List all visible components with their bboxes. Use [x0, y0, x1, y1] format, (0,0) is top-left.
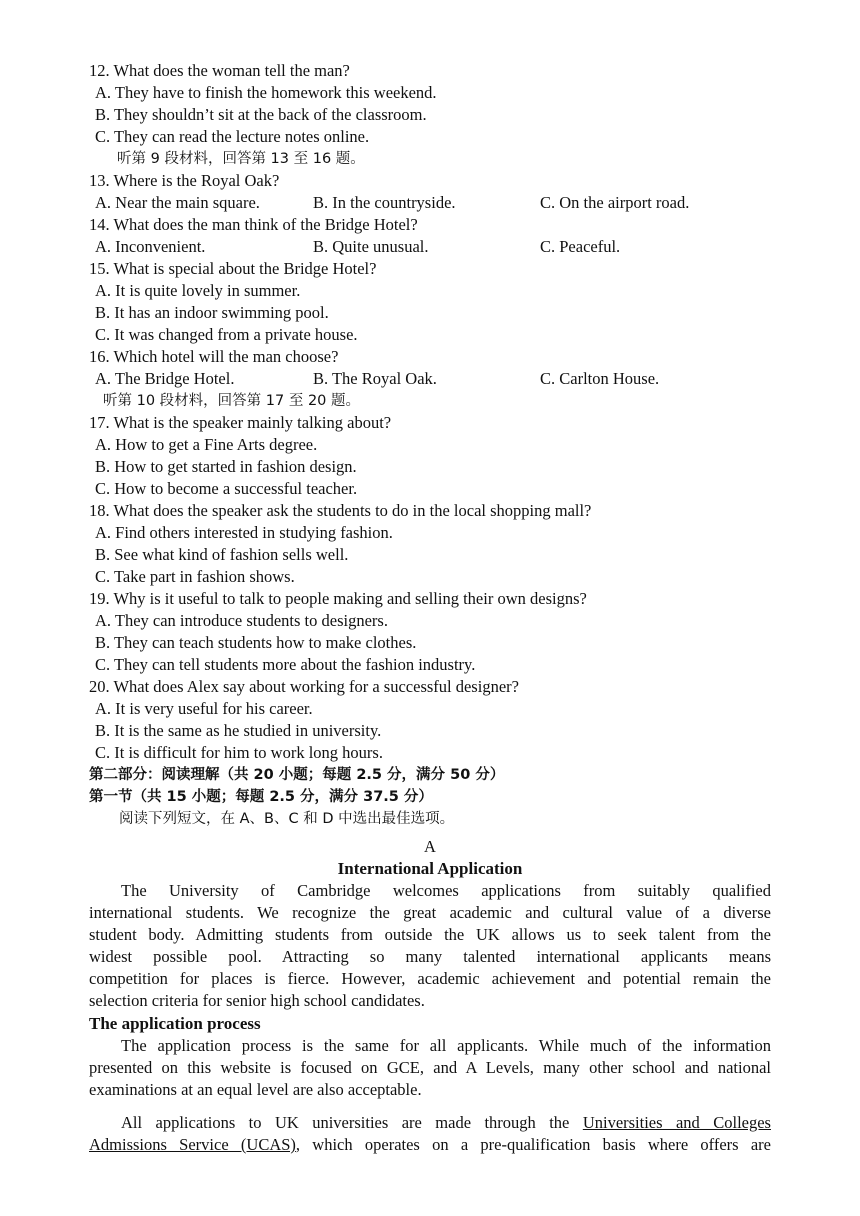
section-1-heading: 第一节（共 15 小题；每题 2.5 分，满分 37.5 分） [89, 789, 433, 805]
part-2-heading: 第二部分：阅读理解（共 20 小题；每题 2.5 分，满分 50 分） [89, 767, 505, 783]
question-17: 17. What is the speaker mainly talking about? [89, 413, 392, 432]
paragraph-1-line-5: competition for places is fierce. However, academic achievement and potential remain the [89, 969, 771, 988]
instruction-segment-9: 听第 9 段材料，回答第 13 至 16 题。 [117, 151, 365, 167]
q17-option-a: A. How to get a Fine Arts degree. [95, 435, 318, 454]
q15-option-b: B. It has an indoor swimming pool. [95, 303, 329, 322]
paragraph-2-line-3: examinations at an equal level are also acceptable. [89, 1080, 422, 1099]
question-16: 16. Which hotel will the man choose? [89, 347, 339, 366]
paragraph-2-line-1: The application process is the same for all applicants. While much of the information [121, 1036, 771, 1055]
q18-option-c: C. Take part in fashion shows. [95, 567, 295, 586]
q13-option-b: B. In the countryside. [313, 193, 456, 212]
q19-option-a: A. They can introduce students to designers. [95, 611, 388, 630]
q20-option-b: B. It is the same as he studied in university. [95, 721, 382, 740]
paragraph-3-line-2 [89, 1134, 771, 1156]
passage-title: International Application [337, 859, 523, 878]
q17-option-c: C. How to become a successful teacher. [95, 479, 358, 498]
q19-option-c: C. They can tell students more about the fashion industry. [95, 655, 476, 674]
q13-option-c: C. On the airport road. [540, 193, 690, 212]
q18-option-b: B. See what kind of fashion sells well. [95, 545, 349, 564]
q20-option-c: C. It is difficult for him to work long hours. [95, 743, 383, 762]
q12-option-a: A. They have to finish the homework this weekend. [95, 83, 437, 102]
instruction-segment-10: 听第 10 段材料，回答第 17 至 20 题。 [103, 393, 361, 409]
subheading-application-process: The application process [89, 1014, 261, 1033]
q17-option-b: B. How to get started in fashion design. [95, 457, 357, 476]
paragraph-3-text-cont: , which operates on a pre-qualification basis where offers are [295, 1135, 771, 1154]
q13-option-a: A. Near the main square. [95, 193, 260, 212]
reading-instruction: 阅读下列短文，在 A、B、C 和 D 中选出最佳选项。 [119, 811, 455, 827]
q16-option-b: B. The Royal Oak. [313, 369, 437, 388]
q12-option-b: B. They shouldn’t sit at the back of the classroom. [95, 105, 427, 124]
paragraph-3-line-1 [121, 1112, 771, 1134]
q14-option-a: A. Inconvenient. [95, 237, 206, 256]
question-13: 13. Where is the Royal Oak? [89, 171, 280, 190]
paragraph-1-line-1: The University of Cambridge welcomes applications from suitably qualified [121, 881, 771, 900]
q20-option-a: A. It is very useful for his career. [95, 699, 313, 718]
paragraph-1-line-2: international students. We recognize the great academic and cultural value of a diverse [89, 903, 771, 922]
paragraph-1-line-4: widest possible pool. Attracting so many talented international applicants means [89, 947, 771, 966]
q14-option-b: B. Quite unusual. [313, 237, 429, 256]
paragraph-1-line-6: selection criteria for senior high school candidates. [89, 991, 425, 1010]
ucas-link-part-2[interactable]: Admissions Service (UCAS) [89, 1135, 296, 1154]
q18-option-a: A. Find others interested in studying fashion. [95, 523, 393, 542]
question-18: 18. What does the speaker ask the students to do in the local shopping mall? [89, 501, 592, 520]
q16-option-a: A. The Bridge Hotel. [95, 369, 235, 388]
q19-option-b: B. They can teach students how to make clothes. [95, 633, 417, 652]
question-15: 15. What is special about the Bridge Hotel? [89, 259, 377, 278]
question-14: 14. What does the man think of the Bridge Hotel? [89, 215, 418, 234]
passage-letter: A [424, 837, 436, 856]
q15-option-c: C. It was changed from a private house. [95, 325, 358, 344]
q16-option-c: C. Carlton House. [540, 369, 660, 388]
q14-option-c: C. Peaceful. [540, 237, 621, 256]
ucas-link-part-1[interactable]: Universities and Colleges [582, 1113, 771, 1132]
q15-option-a: A. It is quite lovely in summer. [95, 281, 301, 300]
q12-option-c: C. They can read the lecture notes online. [95, 127, 370, 146]
question-19: 19. Why is it useful to talk to people making and selling their own designs? [89, 589, 587, 608]
paragraph-2-line-2: presented on this website is focused on GCE, and A Levels, many other school and national [89, 1058, 771, 1077]
question-20: 20. What does Alex say about working for a successful designer? [89, 677, 519, 696]
question-12: 12. What does the woman tell the man? [89, 61, 350, 80]
paragraph-3-text: All applications to UK universities are made through the [121, 1113, 583, 1132]
paragraph-1-line-3: student body. Admitting students from outside the UK allows us to seek talent from the [89, 925, 771, 944]
